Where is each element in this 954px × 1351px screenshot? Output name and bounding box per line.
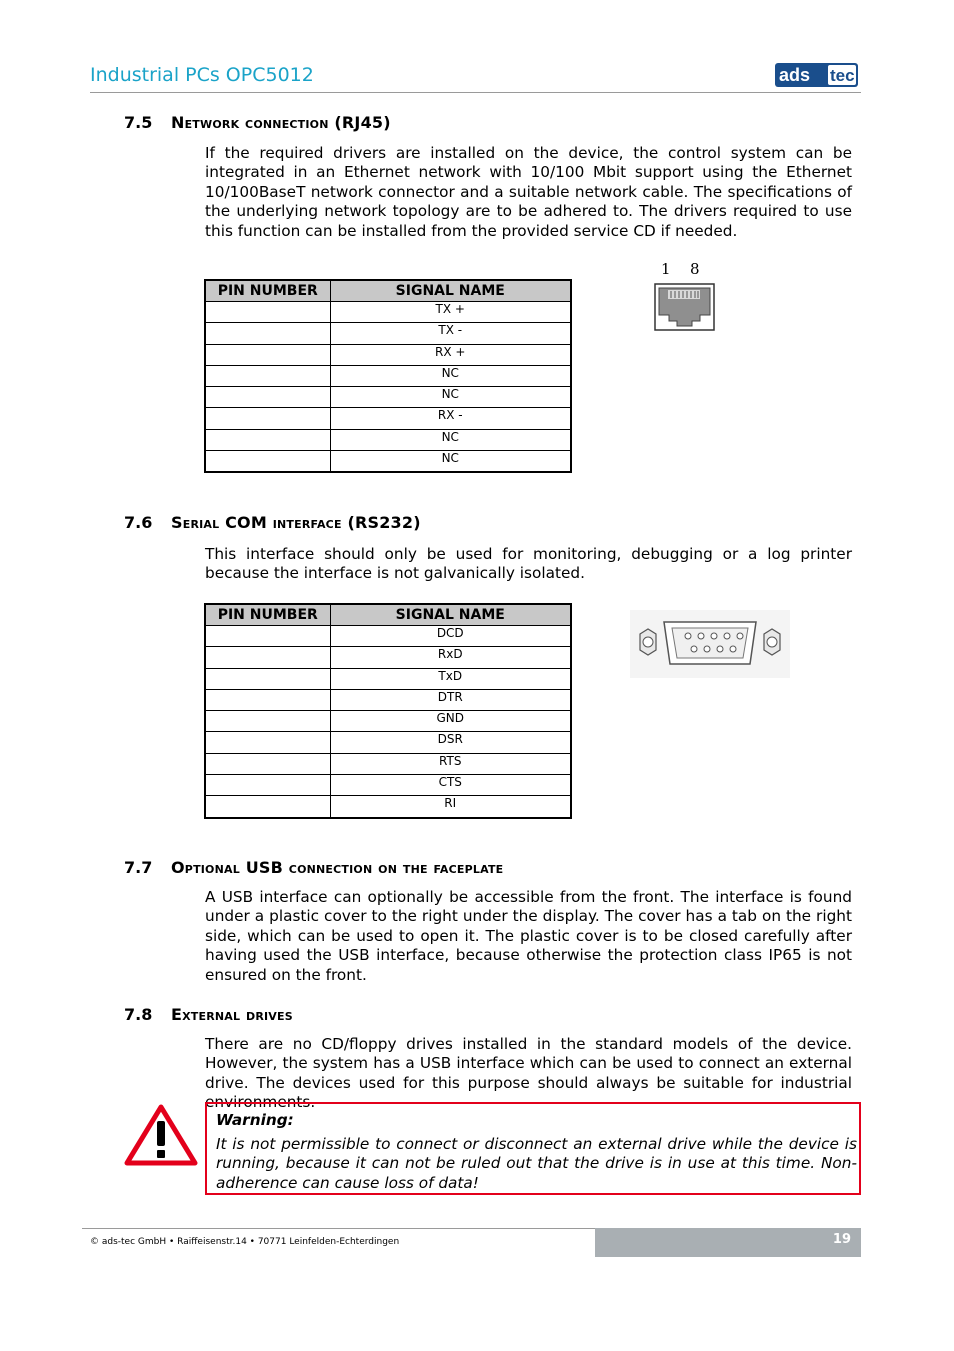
table-row [205, 387, 571, 408]
ads-tec-logo [775, 63, 858, 87]
column-header: PIN NUMBER [205, 604, 330, 626]
section-paragraph: If the required drivers are installed on the device, the control system can be integrated in an Ethernet network with 10/100 Mbit support using the Ethernet 10/100BaseT network connector and a suitable network cable. The specifications of the underlying network topology are to be adhered to. The drivers required to use this function can be installed from the provided service CD if needed. [205, 144, 852, 240]
signal-name-cell: TxD [330, 668, 571, 689]
column-header: SIGNAL NAME [330, 280, 571, 302]
pin-number-cell [205, 732, 330, 753]
table-row [205, 668, 571, 689]
logo-text-ads: ads [779, 65, 811, 85]
table-row [205, 408, 571, 429]
signal-name-cell: NC [330, 429, 571, 450]
warning-text: It is not permissible to connect or disconnect an external drive while the device is running, because it can not be ruled out that the drive is in use at this time. Non-adherence can cause loss of data! [216, 1135, 857, 1192]
section-number: 7.7 [124, 858, 153, 877]
footer-divider [82, 1228, 595, 1229]
table-row [205, 451, 571, 473]
pin-number-cell [205, 753, 330, 774]
pin-number-cell [205, 408, 330, 429]
signal-name-cell: NC [330, 387, 571, 408]
rj45-socket-icon [654, 283, 715, 331]
signal-name-cell: RI [330, 796, 571, 818]
section-paragraph: This interface should only be used for monitoring, debugging or a log printer because the interface is not galvanically isolated. [205, 545, 852, 583]
table-row [205, 302, 571, 323]
section-title: External drives [171, 1005, 293, 1024]
pin-number-cell [205, 796, 330, 818]
pin-number-cell [205, 365, 330, 386]
rj45-pin-label-first: 1 [661, 260, 671, 278]
table-row [205, 626, 571, 647]
table-row [205, 732, 571, 753]
column-header: SIGNAL NAME [330, 604, 571, 626]
pin-number-cell [205, 387, 330, 408]
pin-number-cell [205, 323, 330, 344]
column-header: PIN NUMBER [205, 280, 330, 302]
table-row [205, 775, 571, 796]
warning-box [205, 1102, 861, 1195]
section-number: 7.8 [124, 1005, 153, 1024]
pin-number-cell [205, 647, 330, 668]
signal-name-cell: TX + [330, 302, 571, 323]
footer-address: © ads-tec GmbH • Raiffeisenstr.14 • 70771 Leinfelden-Echterdingen [90, 1237, 400, 1247]
header-divider [90, 92, 861, 93]
pin-number-cell [205, 302, 330, 323]
warning-heading: Warning: [216, 1111, 294, 1129]
warning-icon [124, 1104, 198, 1166]
section-paragraph: A USB interface can optionally be accessible from the front. The interface is found under a plastic cover to the right under the display. The cover has a tab on the right side, which can be used to open it. The plastic cover is to be closed carefully after having used the USB interface, because otherwise the protection class IP65 is not ensured on the front. [205, 888, 852, 984]
section-title: Network connection (RJ45) [171, 113, 391, 132]
logo-text-tec: tec [830, 66, 855, 85]
pin-number-cell [205, 668, 330, 689]
page-number: 19 [832, 1232, 851, 1247]
section-title: Serial COM interface (RS232) [171, 513, 421, 532]
table-row [205, 429, 571, 450]
pin-number-cell [205, 775, 330, 796]
db9-connector-icon [630, 610, 790, 678]
pin-number-cell [205, 344, 330, 365]
signal-name-cell: DCD [330, 626, 571, 647]
table-row [205, 796, 571, 818]
pin-number-cell [205, 689, 330, 710]
table-row [205, 647, 571, 668]
rj45-pin-table [204, 279, 572, 473]
pin-number-cell [205, 626, 330, 647]
signal-name-cell: DSR [330, 732, 571, 753]
pin-number-cell [205, 711, 330, 732]
section-number: 7.5 [124, 113, 153, 132]
table-row [205, 344, 571, 365]
table-row [205, 365, 571, 386]
signal-name-cell: NC [330, 365, 571, 386]
signal-name-cell: RTS [330, 753, 571, 774]
rj45-pin-label-last: 8 [690, 260, 700, 278]
signal-name-cell: DTR [330, 689, 571, 710]
page-number-box [595, 1228, 861, 1257]
pin-number-cell [205, 451, 330, 473]
signal-name-cell: RX - [330, 408, 571, 429]
rs232-pin-table [204, 603, 572, 819]
section-paragraph: There are no CD/floppy drives installed in the standard models of the device. However, the system has a USB interface which can be used to connect an external drive. The devices used for this purpose should always be suitable for industrial environments. [205, 1035, 852, 1112]
section-number: 7.6 [124, 513, 153, 532]
table-row [205, 689, 571, 710]
signal-name-cell: RX + [330, 344, 571, 365]
signal-name-cell: NC [330, 451, 571, 473]
table-row [205, 711, 571, 732]
section-title: Optional USB connection on the faceplate [171, 858, 504, 877]
signal-name-cell: RxD [330, 647, 571, 668]
pin-number-cell [205, 429, 330, 450]
signal-name-cell: TX - [330, 323, 571, 344]
table-row [205, 323, 571, 344]
signal-name-cell: CTS [330, 775, 571, 796]
document-title: Industrial PCs OPC5012 [90, 64, 314, 86]
table-row [205, 753, 571, 774]
signal-name-cell: GND [330, 711, 571, 732]
